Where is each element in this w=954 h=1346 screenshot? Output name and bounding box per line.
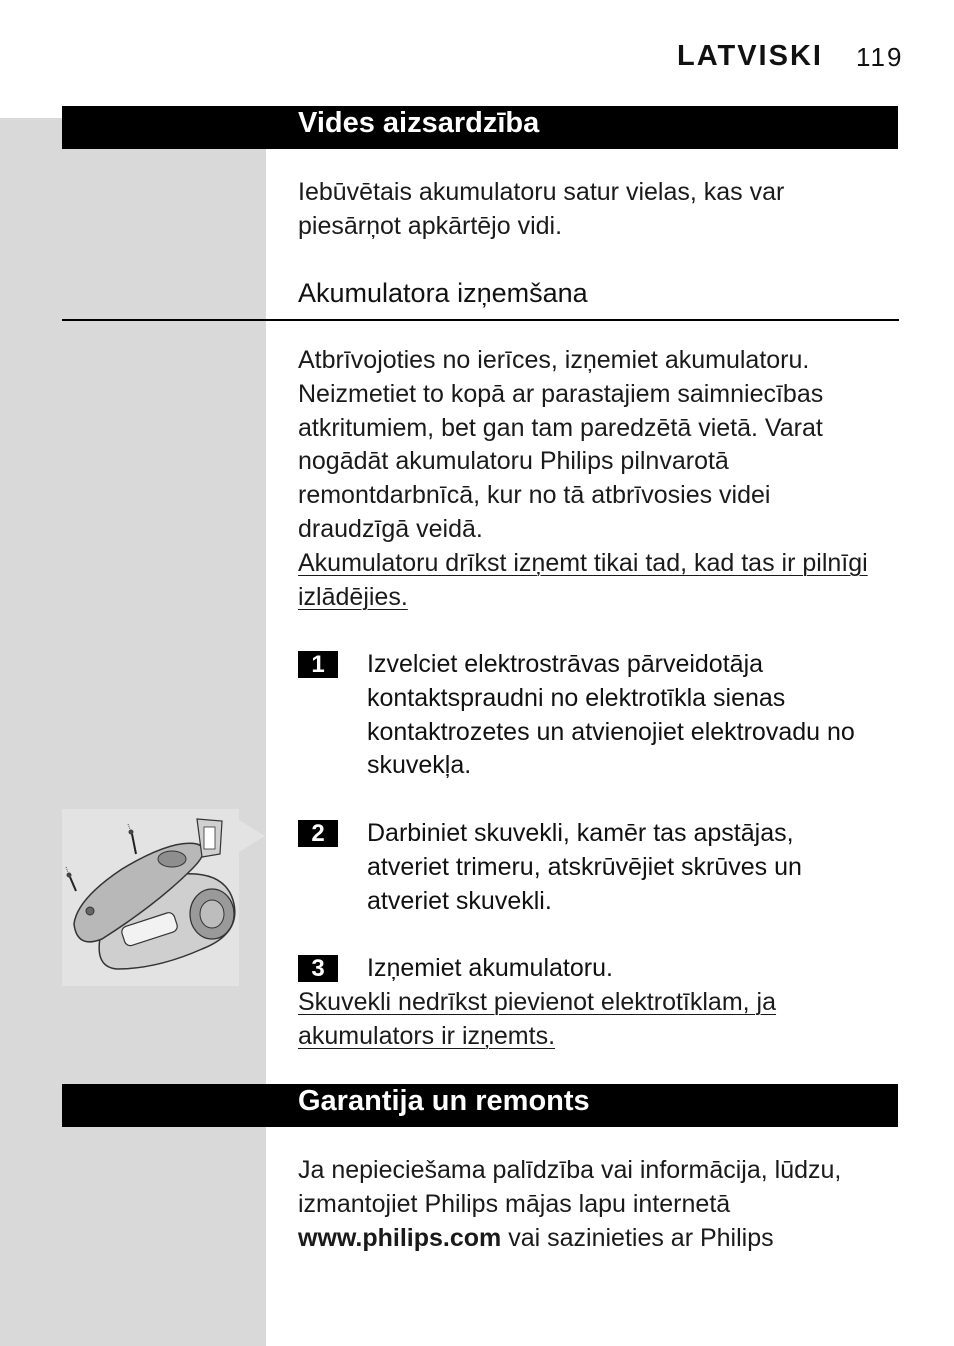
step-number-3: 3 — [298, 955, 338, 982]
step-text-2: Darbiniet skuvekli, kamēr tas apstājas, atveriet trimeru, atskrūvējiet skrūves un atveriet skuvekli. — [367, 819, 802, 915]
subheading-battery-removal: Akumulatora izņemšana — [298, 278, 588, 308]
guarantee-paragraph-end: vai sazinieties ar Philips — [508, 1223, 774, 1252]
final-warning-text: Skuvekli nedrīkst pievienot elektrotīklam, ja akumulators ir izņemts. — [298, 988, 776, 1050]
philips-website-link[interactable]: www.philips.com — [298, 1223, 502, 1252]
section-title-guarantee: Garantija un remonts — [298, 1085, 590, 1117]
final-warning — [298, 986, 838, 1054]
illustration-pointer — [239, 820, 265, 852]
page-number: 119 — [856, 42, 904, 72]
guarantee-paragraph-start: Ja nepieciešama palīdzība vai informācija, lūdzu, izmantojiet Philips mājas lapu internetā — [298, 1156, 842, 1218]
environment-paragraph: Iebūvētais akumulatoru satur vielas, kas var piesārņot apkārtējo vidi. — [298, 178, 785, 240]
section-bar-underline-guarantee — [62, 1125, 898, 1127]
language-header: LATVISKI — [677, 40, 823, 72]
subheading-rule — [62, 319, 899, 321]
step-number-1: 1 — [298, 651, 338, 678]
guarantee-paragraph — [298, 1154, 873, 1255]
left-margin-panel — [0, 118, 266, 1346]
section-title-environment: Vides aizsardzība — [298, 107, 540, 139]
step-text-1: Izvelciet elektrostrāvas pārveidotāja kontaktspraudni no elektrotīkla sienas kontaktrozetes un atvienojiet elektrovadu no skuvekļa. — [367, 650, 855, 780]
shaver-opened-illustration — [62, 809, 239, 986]
section-bar-underline — [62, 147, 898, 149]
removal-paragraph-text: Atbrīvojoties no ierīces, izņemiet akumulatoru. Neizmetiet to kopā ar parastajiem saimniecības atkritumiem, bet gan tam paredzētā vietā. Varat nogādāt akumulatoru Philips pilnvarotā remontdarbnīcā, kur no tā atbrīvosies videi draudzīgā veidā. — [298, 346, 824, 543]
removal-warning: Akumulatoru drīkst izņemt tikai tad, kad tas ir pilnīgi izlādējies. — [298, 548, 868, 611]
removal-paragraph — [298, 344, 873, 614]
step-text-3: Izņemiet akumulatoru. — [367, 954, 613, 982]
shaver-illustration-icon — [62, 809, 239, 986]
step-number-2: 2 — [298, 820, 338, 847]
